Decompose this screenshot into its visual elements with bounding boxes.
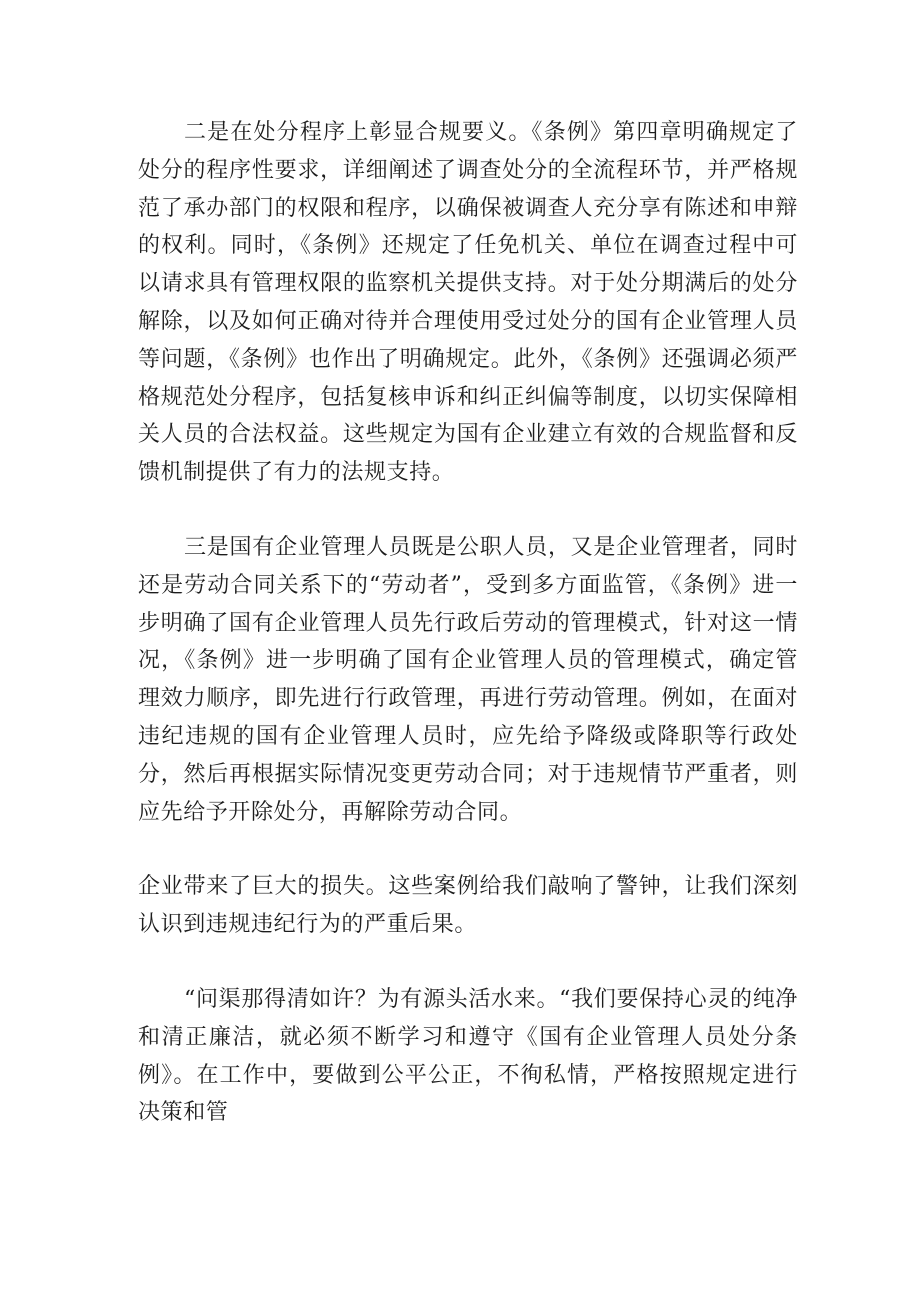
- paragraph-case-warning: 企业带来了巨大的损失。这些案例给我们敲响了警钟，让我们深刻认识到违规违纪行为的严重后果。: [138, 874, 798, 938]
- paragraph-management-model: 三是国有企业管理人员既是公职人员，又是企业管理者，同时还是劳动合同关系下的“劳动者”，受到多方面监管，《条例》进一步明确了国有企业管理人员先行政后劳动的管理模式，针对这一情况，《条例》进一步明确了国有企业管理人员的管理模式，确定管理效力顺序，即先进行行政管理，再进行劳动管理。例如，在面对违纪违规的国有企业管理人员时，应先给予降级或降职等行政处分，然后再根据实际情况变更劳动合同；对于违规情节严重者，则应先给予开除处分，再解除劳动合同。: [138, 534, 798, 825]
- document-body: [138, 114, 798, 1132]
- paragraph-disposal-procedure: 二是在处分程序上彰显合规要义。《条例》第四章明确规定了处分的程序性要求，详细阐述了调查处分的全流程环节，并严格规范了承办部门的权限和程序，以确保被调查人充分享有陈述和申辩的权利。同时，《条例》还规定了任免机关、单位在调查过程中可以请求具有管理权限的监察机关提供支持。对于处分期满后的处分解除，以及如何正确对待并合理使用受过处分的国有企业管理人员等问题，《条例》也作出了明确规定。此外，《条例》还强调必须严格规范处分程序，包括复核申诉和纠正纠偏等制度，以切实保障相关人员的合法权益。这些规定为国有企业建立有效的合规监督和反馈机制提供了有力的法规支持。: [138, 120, 798, 486]
- paragraph-integrity-quote: “问渠那得清如许？为有源头活水来。“我们要保持心灵的纯净和清正廉洁，就必须不断学习和遵守《国有企业管理人员处分条例》。在工作中，要做到公平公正，不徇私情，严格按照规定进行决策和管: [138, 986, 798, 1126]
